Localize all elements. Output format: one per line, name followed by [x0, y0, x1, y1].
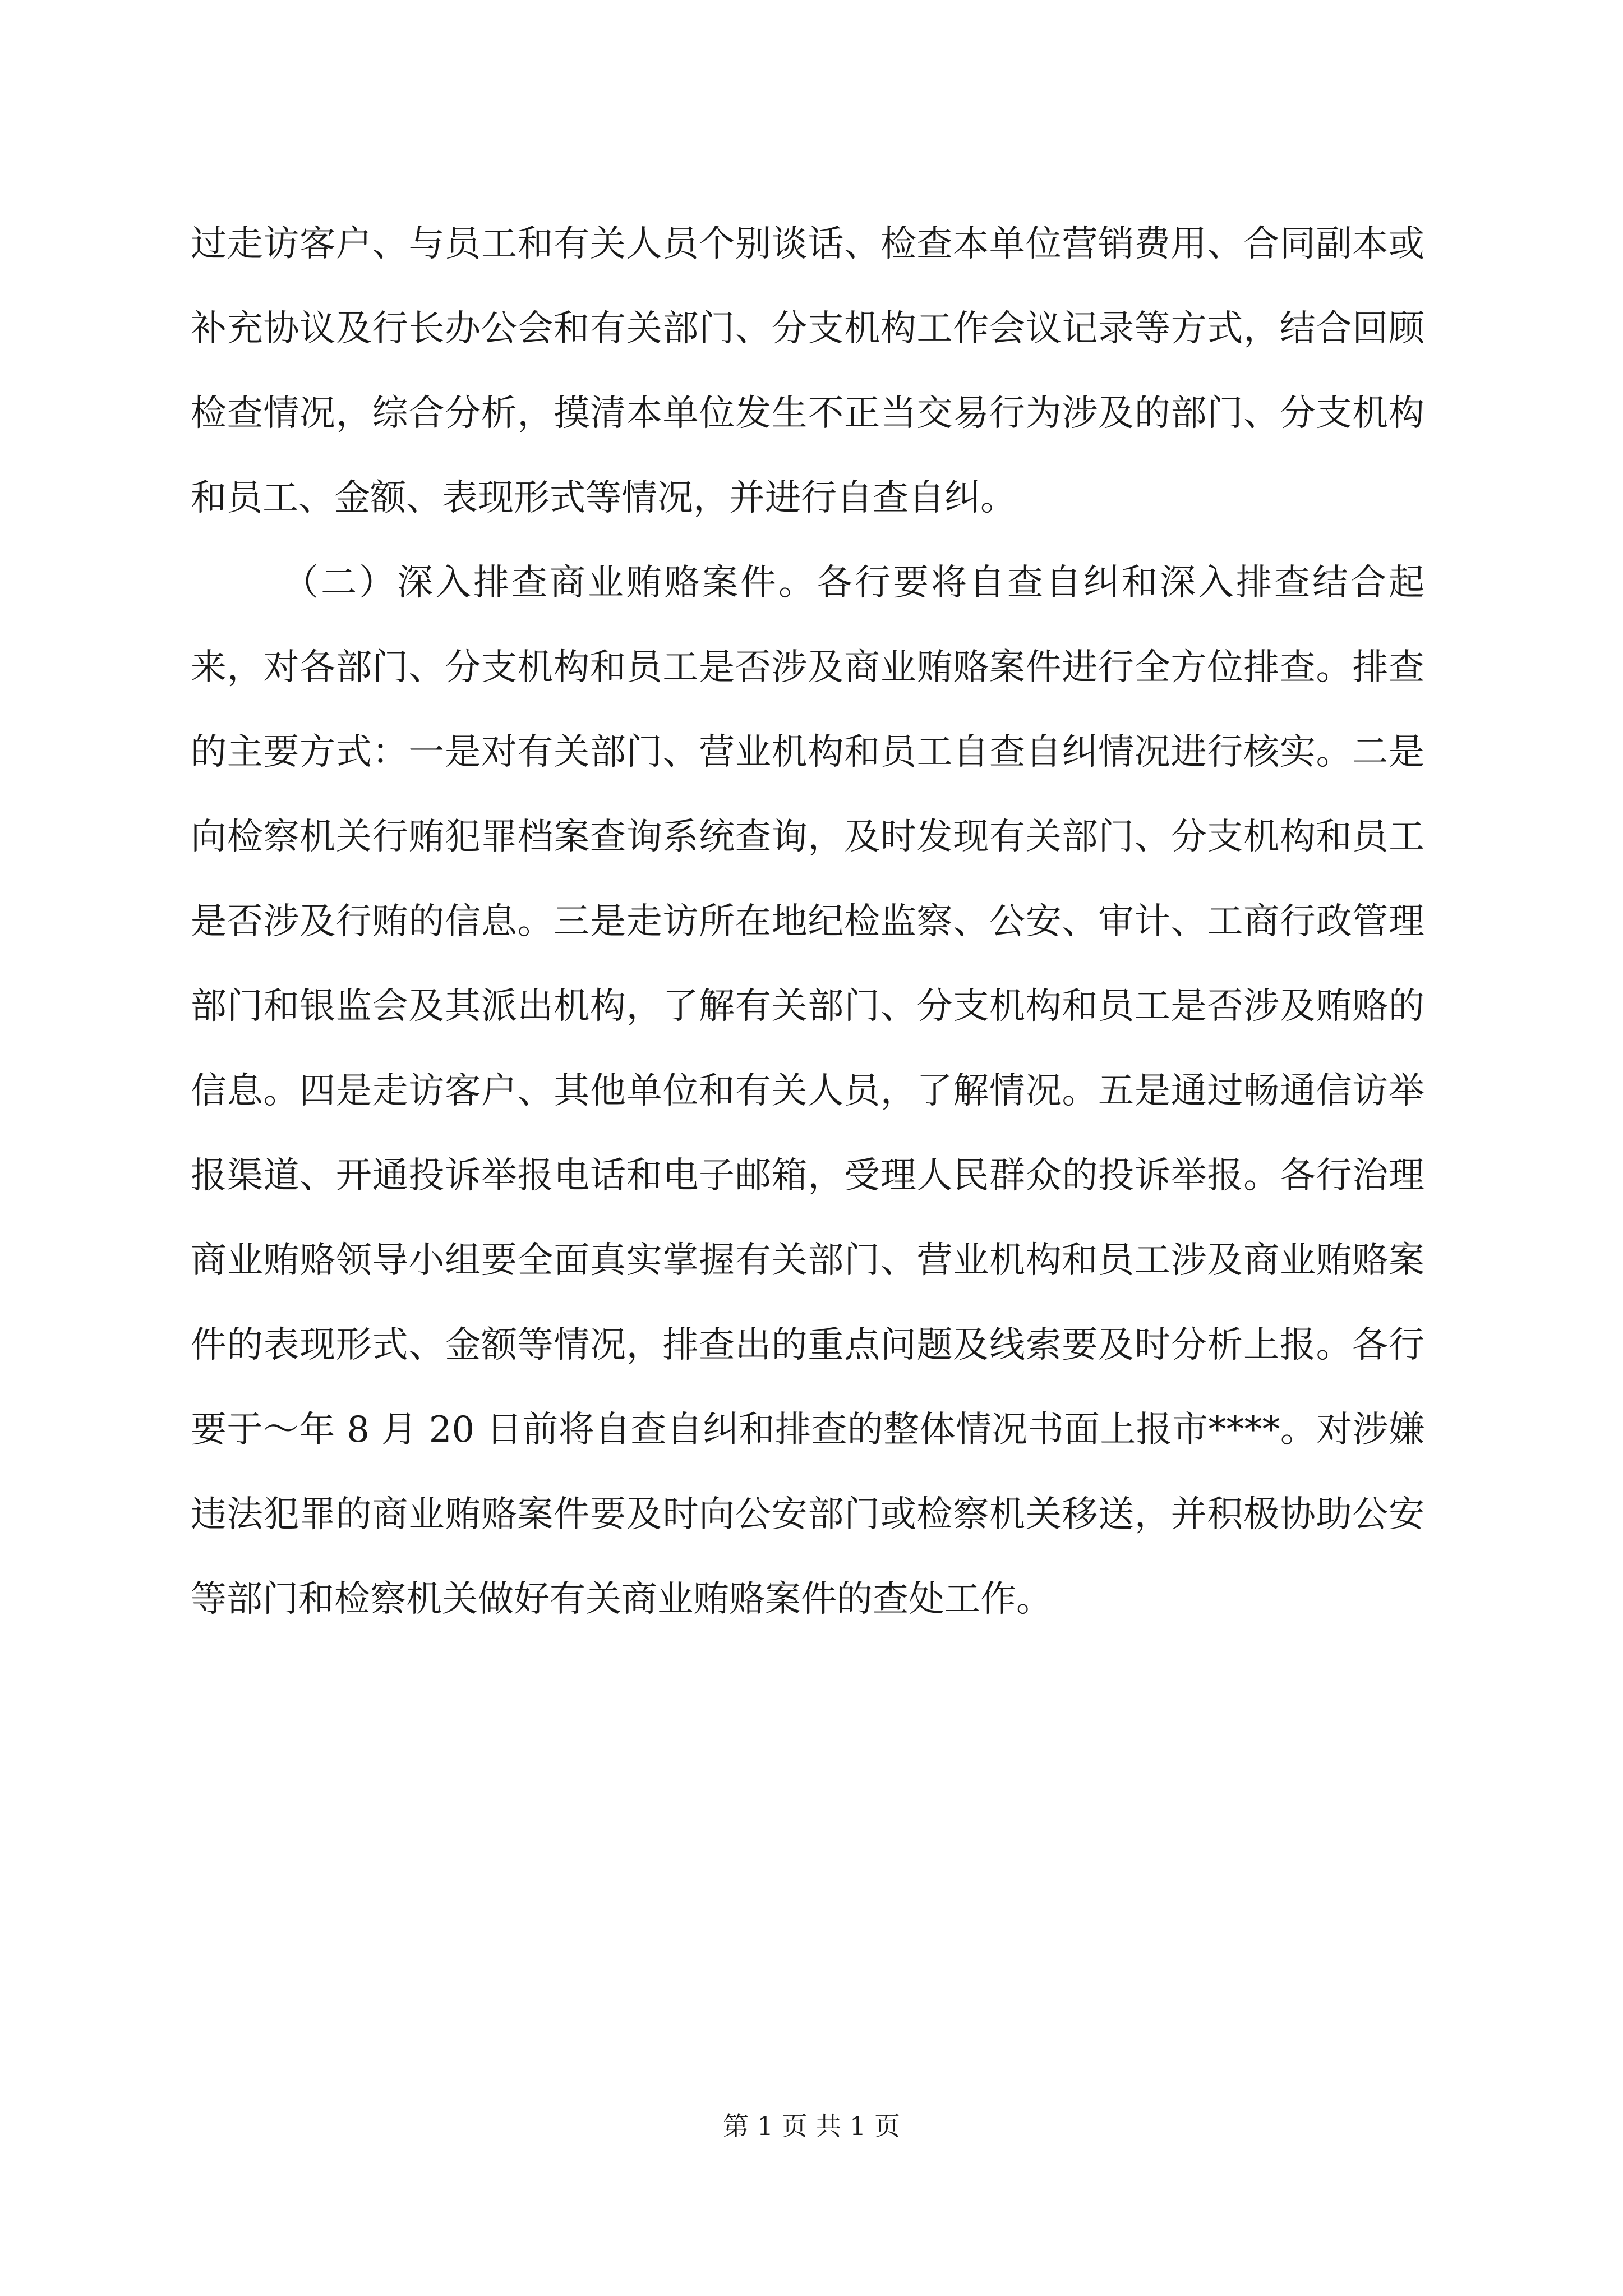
page-footer: 第 1 页 共 1 页: [723, 2111, 900, 2141]
paragraph-2: （二）深入排查商业贿赂案件。各行要将自查自纠和深入排查结合起来，对各部门、分支机构和员工是否涉及商业贿赂案件进行全方位排查。排查的主要方式：一是对有关部门、营业机构和员工自查自纠情况进行核实。二是向检察机关行贿犯罪档案查询系统查询，及时发现有关部门、分支机构和员工是否涉及行贿的信息。三是走访所在地纪检监察、公安、审计、工商行政管理部门和银监会及其派出机构，了解有关部门、分支机构和员工是否涉及贿赂的信息。四是走访客户、其他单位和有关人员，了解情况。五是通过畅通信访举报渠道、开通投诉举报电话和电子邮箱，受理人民群众的投诉举报。各行治理商业贿赂领导小组要全面真实掌握有关部门、营业机构和员工涉及商业贿赂案件的表现形式、金额等情况，排查出的重点问题及线索要及时分析上报。各行要于～年 8 月 20 日前将自查自纠和排查的整体情况书面上报市****。对涉嫌违法犯罪的商业贿赂案件要及时向公安部门或检察机关移送，并积极协助公安等部门和检察机关做好有关商业贿赂案件的查处工作。: [191, 562, 1424, 1620]
paragraph-1: 过走访客户、与员工和有关人员个别谈话、检查本单位营销费用、合同副本或补充协议及行长办公会和有关部门、分支机构工作会议记录等方式，结合回顾检查情况，综合分析，摸清本单位发生不正当交易行为涉及的部门、分支机构和员工、金额、表现形式等情况，并进行自查自纠。: [191, 223, 1424, 519]
document-body: [191, 202, 1424, 1642]
